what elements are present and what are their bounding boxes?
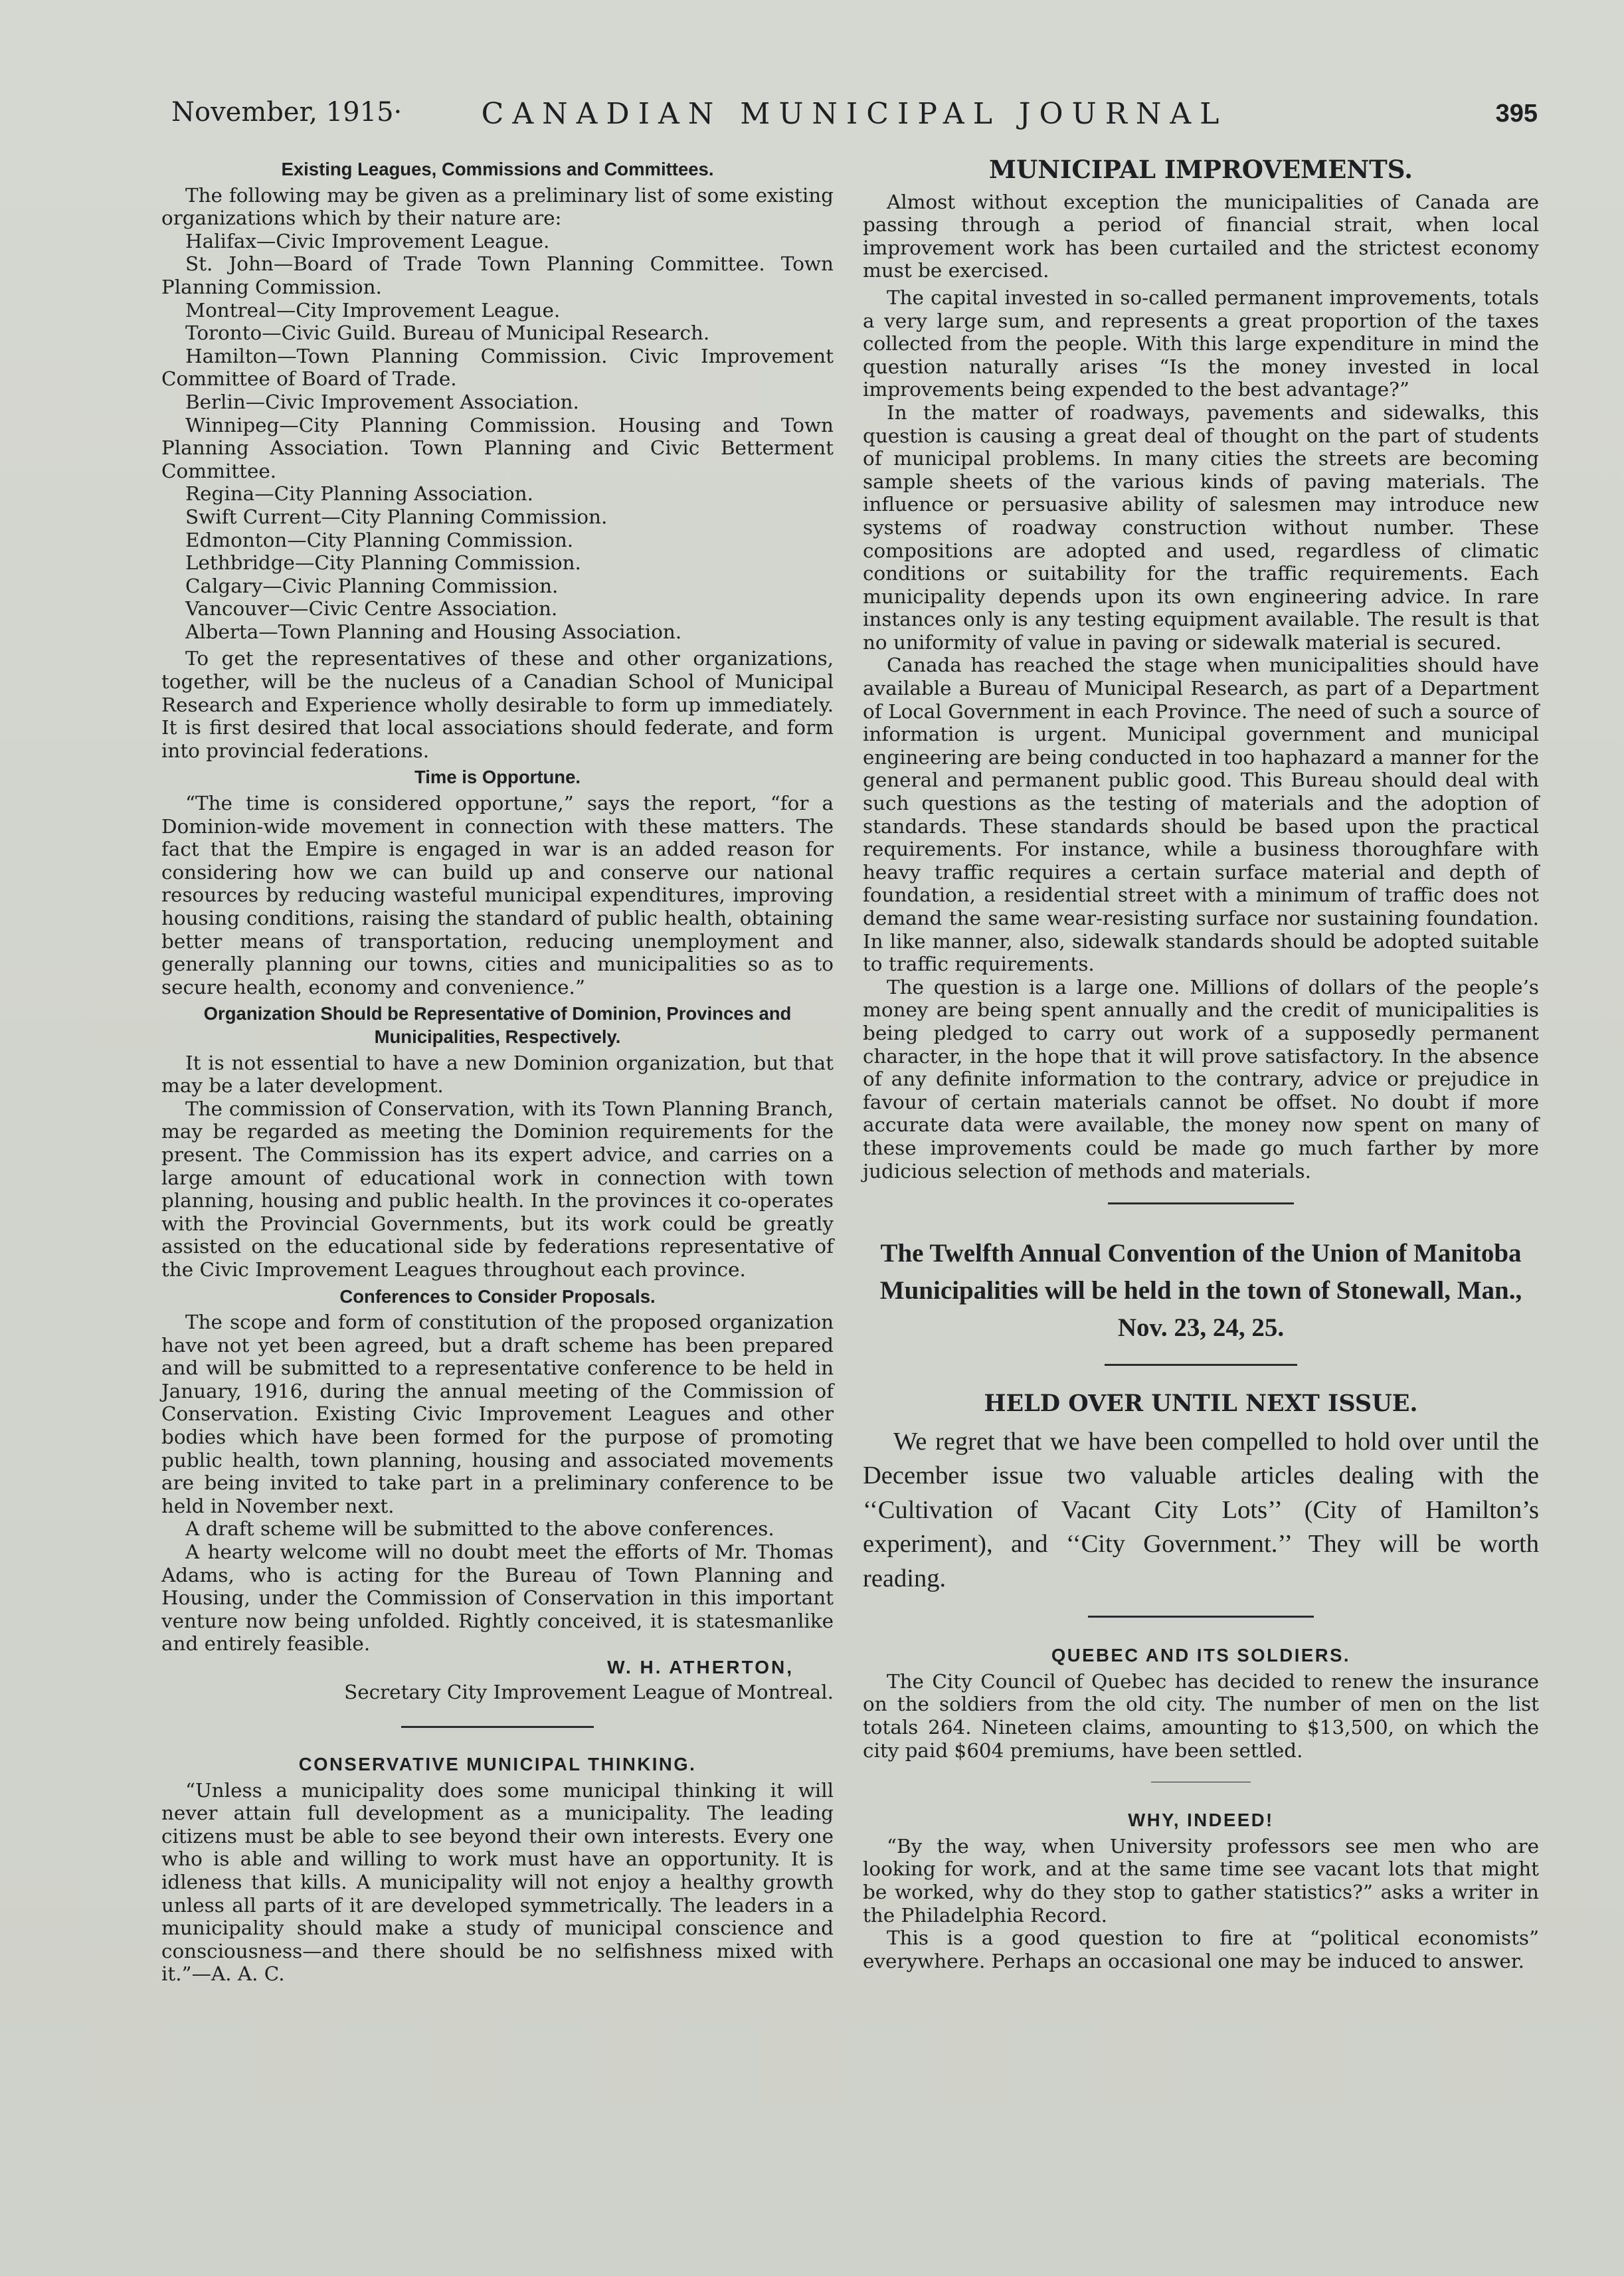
improvements-paragraph: The capital invested in so-called permanent improvements, totals a very large sum, and represents a great proportion of the taxes collected from the people. With this large expenditure in mind the question naturally arises “Is the money invested in local improvements being expended to the best advantage?” [863,286,1539,401]
quebec-text: The City Council of Quebec has decided to renew the insurance on the soldiers from the old city. The number of men on the list totals 264. Nineteen claims, amounting to $13,500, on which the city paid $604 premiums, have been settled. [863,1669,1539,1762]
why-indeed-paragraph: “By the way, when University professors see men who are looking for work, and at the same time see vacant lots that might be worked, why do they stop to gather statistics?” asks a writer in the Philadelphia Record. [863,1834,1539,1927]
quebec-heading: QUEBEC AND ITS SOLDIERS. [1051,1645,1351,1666]
organization-paragraph: The commission of Conservation, with its Town Planning Branch, may be regarded as meeting the Dominion requirements for the present. The Commission has its expert advice, and carries on a large amount of educational work in connection with town planning, housing and public health. In the provinces it co-operates with the Provincial Governments, but its work could be greatly assisted on the educational side by federations representative of the Civic Improvement Leagues throughout each province. [161,1097,834,1281]
convention-notice: The Twelfth Annual Convention of the Union of Manitoba Municipalities will be held in the town of Stonewall, Man., Nov. 23, 24, 25. [879,1239,1522,1343]
list-item: Lethbridge—City Planning Commission. [185,551,581,575]
section-divider [401,1726,594,1728]
improvements-paragraph: In the matter of roadways, pavements and sidewalks, this question is causing a great deal of thought on the part of students of municipal problems. In many cities the streets are becoming sample sheets of the various kinds of paving materials. The influence or persuasive ability of salesmen may introduce new systems of roadway construction without number. These compositions are adopted and used, regardless of climatic conditions or suitability for the traffic requirements. Each municipality depends upon its own engineering advice. In rare instances only is any testing equipment available. The result is that no uniformity of value in paving or sidewalk material is secured. [863,401,1539,654]
list-item: Montreal—City Improvement League. [185,298,561,322]
page-number: 395 [1495,100,1538,128]
section-divider [1105,1364,1297,1366]
municipal-improvements-heading: MUNICIPAL IMPROVEMENTS. [989,155,1413,184]
held-over-heading: HELD OVER UNTIL NEXT ISSUE. [984,1390,1418,1418]
left-column [161,158,834,1986]
list-item: Berlin—Civic Improvement Association. [185,390,579,413]
list-item: Alberta—Town Planning and Housing Association. [185,620,682,643]
conferences-paragraph: A draft scheme will be submitted to the above conferences. [185,1517,774,1541]
list-item: St. John—Board of Trade Town Planning Committee. Town Planning Commission. [161,252,834,298]
section-divider [1088,1616,1314,1618]
held-over-text: We regret that we have been compelled to hold over until the December issue two valuable articles dealing with the ‘‘Cultivation of Vacant City Lots’’ (City of Hamilton’s experiment), and ‘‘City Government.’’ They will be worth reading. [863,1427,1539,1592]
issue-date: November, 1915· [171,97,403,128]
conferences-paragraph: A hearty welcome will no doubt meet the efforts of Mr. Thomas Adams, who is acting for the Bureau of Town Planning and Housing, under the Commission of Conservation in this important venture now being unfolded. Rightly conceived, it is statesmanlike and entirely feasible. [161,1541,834,1656]
held-over-text-block [863,1425,1539,1596]
why-indeed-paragraph: This is a good question to fire at “political economists” everywhere. Perhaps an occasional one may be induced to answer. [863,1927,1539,1972]
improvements-paragraph: Almost without exception the municipalities of Canada are passing through a period of financial strait, when local improvement work has been curtailed and the strictest economy must be exercised. [863,190,1539,282]
existing-intro: The following may be given as a preliminary list of some existing organizations which by their nature are: [161,183,834,230]
journal-title: CANADIAN MUNICIPAL JOURNAL [481,97,1228,131]
list-item: Calgary—Civic Planning Commission. [185,574,559,597]
organization-heading: Organization Should be Representative of Dominion, Provinces and Municipalities, Respectively. [203,1003,792,1047]
organization-paragraph: It is not essential to have a new Dominion organization, but that may be a later development. [161,1051,834,1097]
conferences-paragraph: The scope and form of constitution of the proposed organization have not yet been agreed, but a draft scheme has been prepared and will be submitted to a representative conference to be held in January, 1916, during the annual meeting of the Commission of Conservation. Existing Civic Improvement Leagues and other bodies which have been formed for the purpose of promoting public health, town planning, housing and associated movements are being invited to take part in a preliminary conference to be held in November next. [161,1311,834,1517]
list-item: Swift Current—City Planning Commission. [185,505,608,528]
existing-outro: To get the representatives of these and other organizations, together, will be the nucleus of a Canadian School of Municipal Research and Experience wholly desirable to form up immediately. It is first desired that local associations should federate, and form into provincial federations. [161,647,834,762]
page-header [171,97,1538,143]
signature-name: W. H. ATHERTON, [607,1657,794,1677]
time-heading: Time is Opportune. [414,767,581,788]
conservative-heading: CONSERVATIVE MUNICIPAL THINKING. [298,1754,697,1774]
list-item: Hamilton—Town Planning Commission. Civic Improvement Committee of Board of Trade. [161,344,834,391]
list-item: Regina—City Planning Association. [185,482,533,506]
signature-title: Secretary City Improvement League of Montreal. [344,1681,834,1703]
list-item: Toronto—Civic Guild. Bureau of Municipal Research. [185,322,710,345]
list-item: Halifax—Civic Improvement League. [185,229,550,252]
improvements-paragraph: The question is a large one. Millions of dollars of the people’s money are being spent annually and the credit of municipalities is being pledged to carry out work of a supposedly permanent character, in the hope that it will prove satisfactory. In the absence of any definite information to the contrary, advice or prejudice in favour of certain materials cannot be offset. No doubt if more accurate data were available, the money now spent on many of these improvements could be made go much farther by more judicious selection of methods and materials. [863,975,1539,1183]
list-item: Winnipeg—City Planning Commission. Housing and Town Planning Association. Town Planning and Civic Betterment Committee. [161,413,834,482]
organizations-list [161,230,834,644]
conservative-text: “Unless a municipality does some municipal thinking it will never attain full development as a municipality. The leading citizens must be able to see beyond their own interests. Every one who is able and willing to work must have an opportunity. It is idleness that kills. A municipality will not enjoy a healthy growth unless all parts of it are developed symmetrically. The leaders in a municipality should make a study of municipal conscience and consciousness—and there should be no selfishness mixed with it.”—A. A. C. [161,1778,834,1986]
section-divider [1108,1202,1294,1204]
time-text: “The time is considered opportune,” says the report, “for a Dominion-wide movement in connection with these matters. The fact that the Empire is engaged in war is an added reason for considering how we can build up and conserve our national resources by reducing wasteful municipal expenditures, improving housing conditions, raising the standard of public health, obtaining better means of transportation, reducing unemployment and generally planning our towns, cities and municipalities so as to secure health, economy and convenience.” [161,792,834,998]
why-indeed-heading: WHY, INDEED! [1128,1810,1274,1831]
list-item: Vancouver—Civic Centre Association. [185,597,558,620]
existing-leagues-heading: Existing Leagues, Commissions and Committees. [281,159,714,179]
conferences-heading: Conferences to Consider Proposals. [339,1285,656,1307]
improvements-paragraph: Canada has reached the stage when municipalities should have available a Bureau of Municipal Research, as part of a Department of Local Government in each Province. The need of such a source of information is urgent. Municipal government and municipal engineering are being conducted in too haphazard a manner for the general and permanent public good. This Bureau should deal with such questions as the testing of materials and the adoption of standards. These standards should be based upon the practical requirements. For instance, while a business thoroughfare with heavy traffic requires a certain surface material and depth of foundation, a residential street with a minimum of traffic does not demand the same wear-resisting surface nor sustaining foundation. In like manner, also, sidewalk standards should be adopted suitable to traffic requirements. [863,654,1539,976]
list-item: Edmonton—City Planning Commission. [185,528,574,551]
right-column [863,155,1539,1972]
